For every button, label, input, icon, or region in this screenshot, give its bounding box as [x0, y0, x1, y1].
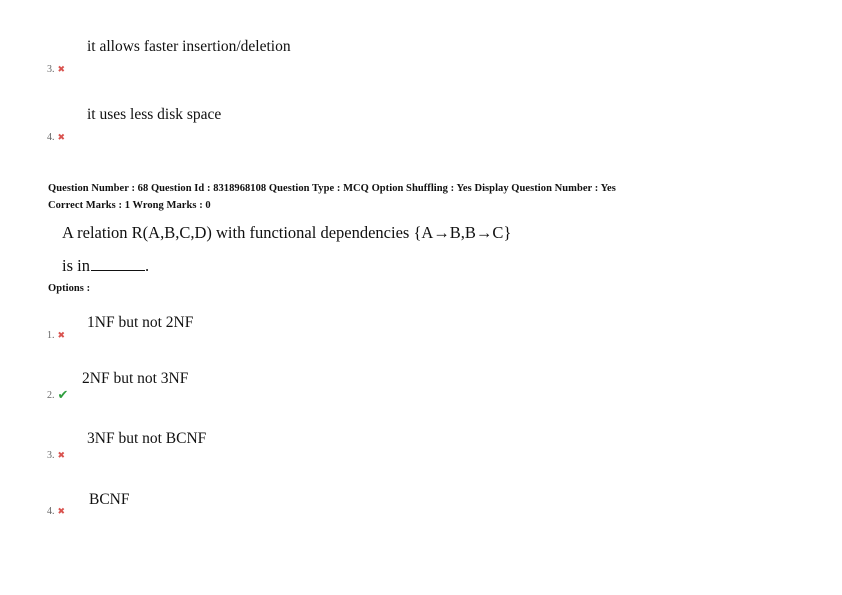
- cross-icon: ✖: [57, 132, 66, 143]
- option-2-text: 2NF but not 3NF: [82, 370, 189, 387]
- option-3-text: 3NF but not BCNF: [87, 430, 207, 447]
- prev-option-3-number: [47, 64, 65, 75]
- cross-icon: ✖: [57, 506, 66, 517]
- option-1-number: [47, 330, 65, 341]
- cross-icon: ✖: [57, 330, 66, 341]
- question-text-line2-start: is in: [62, 256, 90, 275]
- option-number: 4.: [47, 506, 55, 517]
- cross-icon: ✖: [57, 450, 66, 461]
- option-number: 1.: [47, 330, 55, 341]
- options-label: Options :: [48, 283, 91, 294]
- prev-option-3-text: it allows faster insertion/deletion: [87, 38, 291, 55]
- prev-option-4-number: [47, 132, 65, 143]
- option-4-number: [47, 506, 65, 517]
- question-meta-line1: Question Number : 68 Question Id : 8318968108 Question Type : MCQ Option Shuffling : Yes Display Question Number : Yes: [48, 183, 616, 194]
- option-number: 4.: [47, 132, 55, 143]
- question-text-line2-end: .: [144, 256, 150, 275]
- question-text-line2: [62, 256, 149, 276]
- option-number: 3.: [47, 450, 55, 461]
- option-2-number: [47, 388, 68, 403]
- option-4-text: BCNF: [89, 491, 130, 508]
- cross-icon: ✖: [57, 64, 66, 75]
- question-meta-line2: Correct Marks : 1 Wrong Marks : 0: [48, 200, 211, 211]
- question-text-line1: A relation R(A,B,C,D) with functional dependencies {A→B,B→C}: [62, 223, 512, 242]
- answer-blank: [91, 269, 145, 271]
- option-1-text: 1NF but not 2NF: [87, 314, 194, 331]
- checkmark-icon: ✔: [57, 388, 69, 403]
- option-number: 3.: [47, 64, 55, 75]
- option-number: 2.: [47, 390, 55, 401]
- prev-option-4-text: it uses less disk space: [87, 106, 222, 123]
- option-3-number: [47, 450, 65, 461]
